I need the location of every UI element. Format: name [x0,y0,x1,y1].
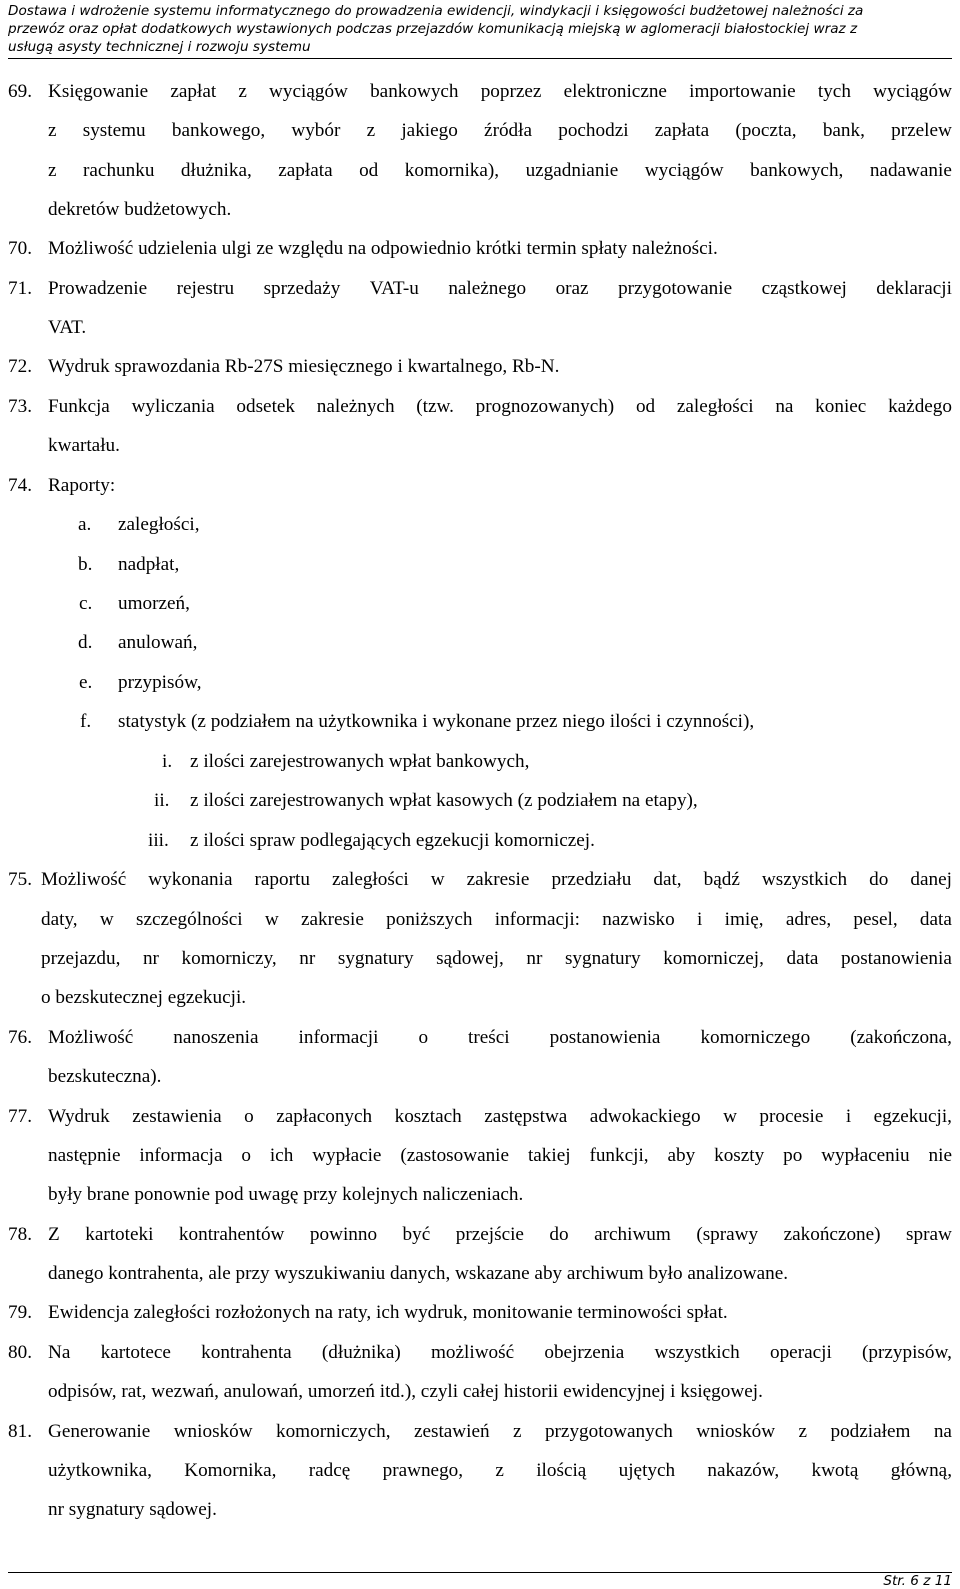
item-number: 78. [8,1224,32,1245]
sub-sub-item-label: iii. [148,830,169,851]
item-73-line-1: Funkcja wyliczania odsetek należnych (tzw. prognozowanych) od zaległości na koniec każdego [48,396,952,417]
item-78-line-2: danego kontrahenta, ale przy wyszukiwaniu danych, wskazane aby archiwum było analizowane. [48,1263,789,1284]
item-73-line-2: kwartału. [48,435,120,456]
item-number: 80. [8,1342,32,1363]
item-81-line-2: użytkownika, Komornika, radcę prawnego, z ilością ujętych nakazów, kwotą główną, [48,1460,952,1481]
sub-item-label: f. [80,711,92,732]
item-number: 75. [8,869,32,890]
header-line-1: Dostawa i wdrożenie systemu informatycznego do prowadzenia ewidencji, windykacji i księgowości budżetowej należności za [8,3,864,19]
item-80-line-1: Na kartotece kontrahenta (dłużnika) możliwość obejrzenia wszystkich operacji (przypisów, [48,1342,952,1363]
list-item-80 [48,1341,952,1365]
item-69-line-2-wrap [48,119,952,143]
list-item-71 [48,277,952,301]
item-81-line-2-wrap [48,1459,952,1483]
item-76-line-2: bezskuteczna). [48,1066,162,1087]
sub-item-label: e. [79,672,93,693]
sub-sub-item-text: z ilości zarejestrowanych wpłat bankowych, [190,751,530,772]
item-77-line-3: były brane ponownie pod uwagę przy kolejnych naliczeniach. [48,1184,524,1205]
list-item-70: Możliwość udzielenia ulgi ze względu na odpowiednio krótki termin spłaty należności. [48,238,718,259]
item-69-line-4: dekretów budżetowych. [48,199,232,220]
list-item-73 [48,395,952,419]
sub-item-label: d. [78,632,93,653]
item-77-line-1: Wydruk zestawienia o zapłaconych kosztach zastępstwa adwokackiego w procesie i egzekucji, [48,1106,952,1127]
sub-item-text: przypisów, [118,672,202,693]
item-77-line-2: następnie informacja o ich wypłacie (zastosowanie takiej funkcji, aby koszty po wypłaceniu nie [48,1145,952,1166]
sub-item-text: nadpłat, [118,554,180,575]
item-69-line-3: z rachunku dłużnika, zapłata od komornika), uzgadnianie wyciągów bankowych, nadawanie [48,160,952,181]
item-76-line-1: Możliwość nanoszenia informacji o treści postanowienia komorniczego (zakończona, [48,1027,952,1048]
item-number: 69. [8,81,32,102]
item-78-line-1: Z kartoteki kontrahentów powinno być przejście do archiwum (sprawy zakończone) spraw [48,1224,952,1245]
header-line-2: przewóz oraz opłat dodatkowych wystawionych podczas przejazdów komunikacją miejską w aglomeracji białostockiej wraz z [8,21,858,37]
list-item-75 [41,868,952,892]
item-number: 76. [8,1027,32,1048]
list-item-74: Raporty: [48,475,116,496]
item-75-line-3-wrap [41,947,952,971]
sub-item-label: b. [78,554,93,575]
header-divider [8,58,952,59]
list-item-69 [48,80,952,104]
item-number: 71. [8,278,32,299]
item-75-line-1: Możliwość wykonania raportu zaległości w zakresie przedziału dat, bądź wszystkich do danej [41,869,952,890]
list-item-79: Ewidencja zaległości rozłożonych na raty, ich wydruk, monitowanie terminowości spłat. [48,1302,728,1323]
item-number: 79. [8,1302,32,1323]
item-number: 73. [8,396,32,417]
item-77-line-2-wrap [48,1144,952,1168]
item-71-line-1: Prowadzenie rejestru sprzedaży VAT-u należnego oraz przygotowanie cząstkowej deklaracji [48,278,952,299]
item-75-line-4: o bezskutecznej egzekucji. [41,987,247,1008]
page-number: Str. 6 z 11 [883,1573,952,1589]
sub-item-text: statystyk (z podziałem na użytkownika i wykonane przez niego ilości i czynności), [118,711,755,732]
list-item-81 [48,1420,952,1444]
item-69-line-2: z systemu bankowego, wybór z jakiego źródła pochodzi zapłata (poczta, bank, przelew [48,120,952,141]
sub-item-text: umorzeń, [118,593,190,614]
item-number: 72. [8,356,32,377]
item-80-line-2: odpisów, rat, wezwań, anulowań, umorzeń itd.), czyli całej historii ewidencyjnej i księgowej. [48,1381,763,1402]
sub-sub-item-label: ii. [154,790,170,811]
item-75-line-3: przejazdu, nr komorniczy, nr sygnatury sądowej, nr sygnatury komorniczej, data postanowienia [41,948,952,969]
list-item-77 [48,1105,952,1129]
sub-item-label: a. [78,514,92,535]
list-item-72: Wydruk sprawozdania Rb-27S miesięcznego i kwartalnego, Rb-N. [48,356,560,377]
list-item-76 [48,1026,952,1050]
header-line-3: usługą asysty technicznej i rozwoju systemu [8,39,311,55]
sub-item-text: anulowań, [118,632,198,653]
sub-item-text: zaległości, [118,514,200,535]
sub-sub-item-label: i. [162,751,173,772]
list-item-78 [48,1223,952,1247]
item-71-line-2: VAT. [48,317,87,338]
item-number: 81. [8,1421,32,1442]
document-header [8,2,952,56]
sub-item-label: c. [79,593,93,614]
item-69-line-1: Księgowanie zapłat z wyciągów bankowych poprzez elektroniczne importowanie tych wyciągów [48,81,952,102]
item-81-line-3: nr sygnatury sądowej. [48,1499,217,1520]
item-75-line-2: daty, w szczególności w zakresie poniższych informacji: nazwisko i imię, adres, pesel, data [41,909,952,930]
item-69-line-3-wrap [48,159,952,183]
sub-sub-item-text: z ilości zarejestrowanych wpłat kasowych (z podziałem na etapy), [190,790,698,811]
footer-divider [8,1572,952,1573]
sub-sub-item-text: z ilości spraw podlegających egzekucji komorniczej. [190,830,595,851]
item-number: 74. [8,475,32,496]
item-number: 77. [8,1106,32,1127]
item-number: 70. [8,238,32,259]
item-75-line-2-wrap [41,908,952,932]
item-81-line-1: Generowanie wniosków komorniczych, zestawień z przygotowanych wniosków z podziałem na [48,1421,952,1442]
